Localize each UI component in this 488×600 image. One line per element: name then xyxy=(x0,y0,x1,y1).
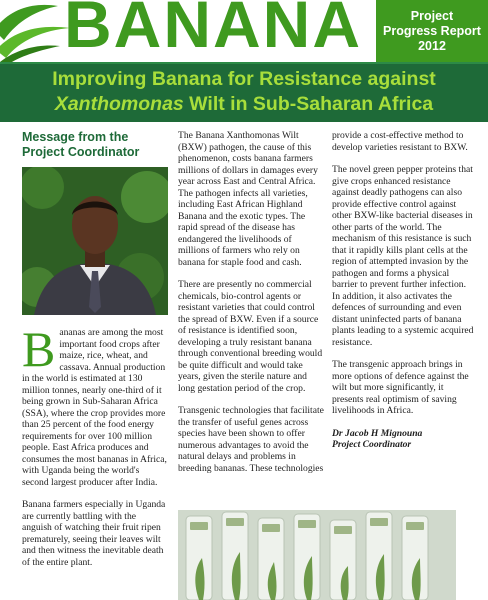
page-title-line1: Improving Banana for Resistance against xyxy=(52,68,436,90)
signoff-name: Dr Jacob H Mignouna xyxy=(332,427,423,439)
report-badge-line: 2012 xyxy=(418,39,446,53)
report-badge xyxy=(376,0,488,62)
body-paragraph: The transgenic approach brings in more options of defence against the wilt but more significantly, it presents real optimism of saving livelihoods in Africa. xyxy=(332,359,469,416)
body-paragraph: The novel green pepper proteins that give crops enhanced resistance against deadly pathogens can also provide effective control against other BXW-like bacterial diseases in other parts of the world. The mechanism of this resistance is such that it rapidly kills plant cells at the region of attempted invasion by the pathogen and forms a physical barrier to prevent further infection. In addition, it also activates the defences of surrounding and even distant uninfected parts of banana plants leading to a systemic acquired resistance. xyxy=(332,164,474,348)
column-3 xyxy=(332,130,474,462)
report-badge-line: Progress Report xyxy=(383,24,481,38)
column-1 xyxy=(22,130,168,579)
column-2 xyxy=(178,130,324,485)
signoff-title: Project Coordinator xyxy=(332,439,412,450)
intro-paragraph-wrap xyxy=(22,321,168,488)
masthead-title: BANANA xyxy=(64,0,362,61)
body-paragraph: provide a cost-effective method to develop varieties resistant to BXW. xyxy=(332,130,468,153)
body-paragraph: Banana farmers especially in Uganda are currently battling with the anguish of watching their fruit ripen prematurely, seeing their leaves wilt and then witness the inevitable death of the entire plant. xyxy=(22,499,166,568)
title-band xyxy=(0,62,488,122)
signoff xyxy=(332,428,474,451)
coordinator-portrait xyxy=(22,167,168,315)
masthead xyxy=(0,0,488,62)
section-heading: Message from the Project Coordinator xyxy=(22,130,140,159)
report-badge-line: Project xyxy=(410,9,454,23)
body-paragraph: There are presently no commercial chemicals, bio-control agents or resistant varieties that could control the spread of BXW. Even if a source of resistance is identified soon, developing a truly resistant banana through conventional breeding would be quite difficult and would take years, given the sterile nature and long gestation period of the crop. xyxy=(178,279,323,394)
page-title-line2 xyxy=(0,93,488,116)
body-paragraph: Transgenic technologies that facilitate the transfer of useful genes across species have been shown to offer numerous advantages to avoid the natural delays and problems in breeding bananas. These technologies xyxy=(178,405,324,474)
page-title-italic: Xanthomonas xyxy=(54,93,184,115)
page-title-rest: Wilt in Sub-Saharan Africa xyxy=(183,93,434,115)
body-paragraph: The Banana Xanthomonas Wilt (BXW) pathogen, the cause of this phenomenon, costs banana farmers millions of dollars in damages every year across East and Central Africa. The pathogen infects all varieties, including East African Highland Banana and the exotic types. The rapid spread of the disease has endangered the livelihoods of millions of farmers who rely on banana for staple food and cash. xyxy=(178,130,318,268)
plantlet-tubes-photo xyxy=(178,510,456,600)
drop-cap: B xyxy=(22,321,56,377)
body-paragraph: ananas are among the most important food crops after maize, rice, wheat, and cassava. Annual production in the world is estimated at 130 million tonnes, nearly one-third of it being grown in Sub-Saharan Africa (SSA), where the crop provides more than 25 percent of the food energy requirements for over 100 million people. East Africa produces and consumes the most bananas in Africa, with Uganda being the world's second largest producer after India. xyxy=(22,327,167,488)
